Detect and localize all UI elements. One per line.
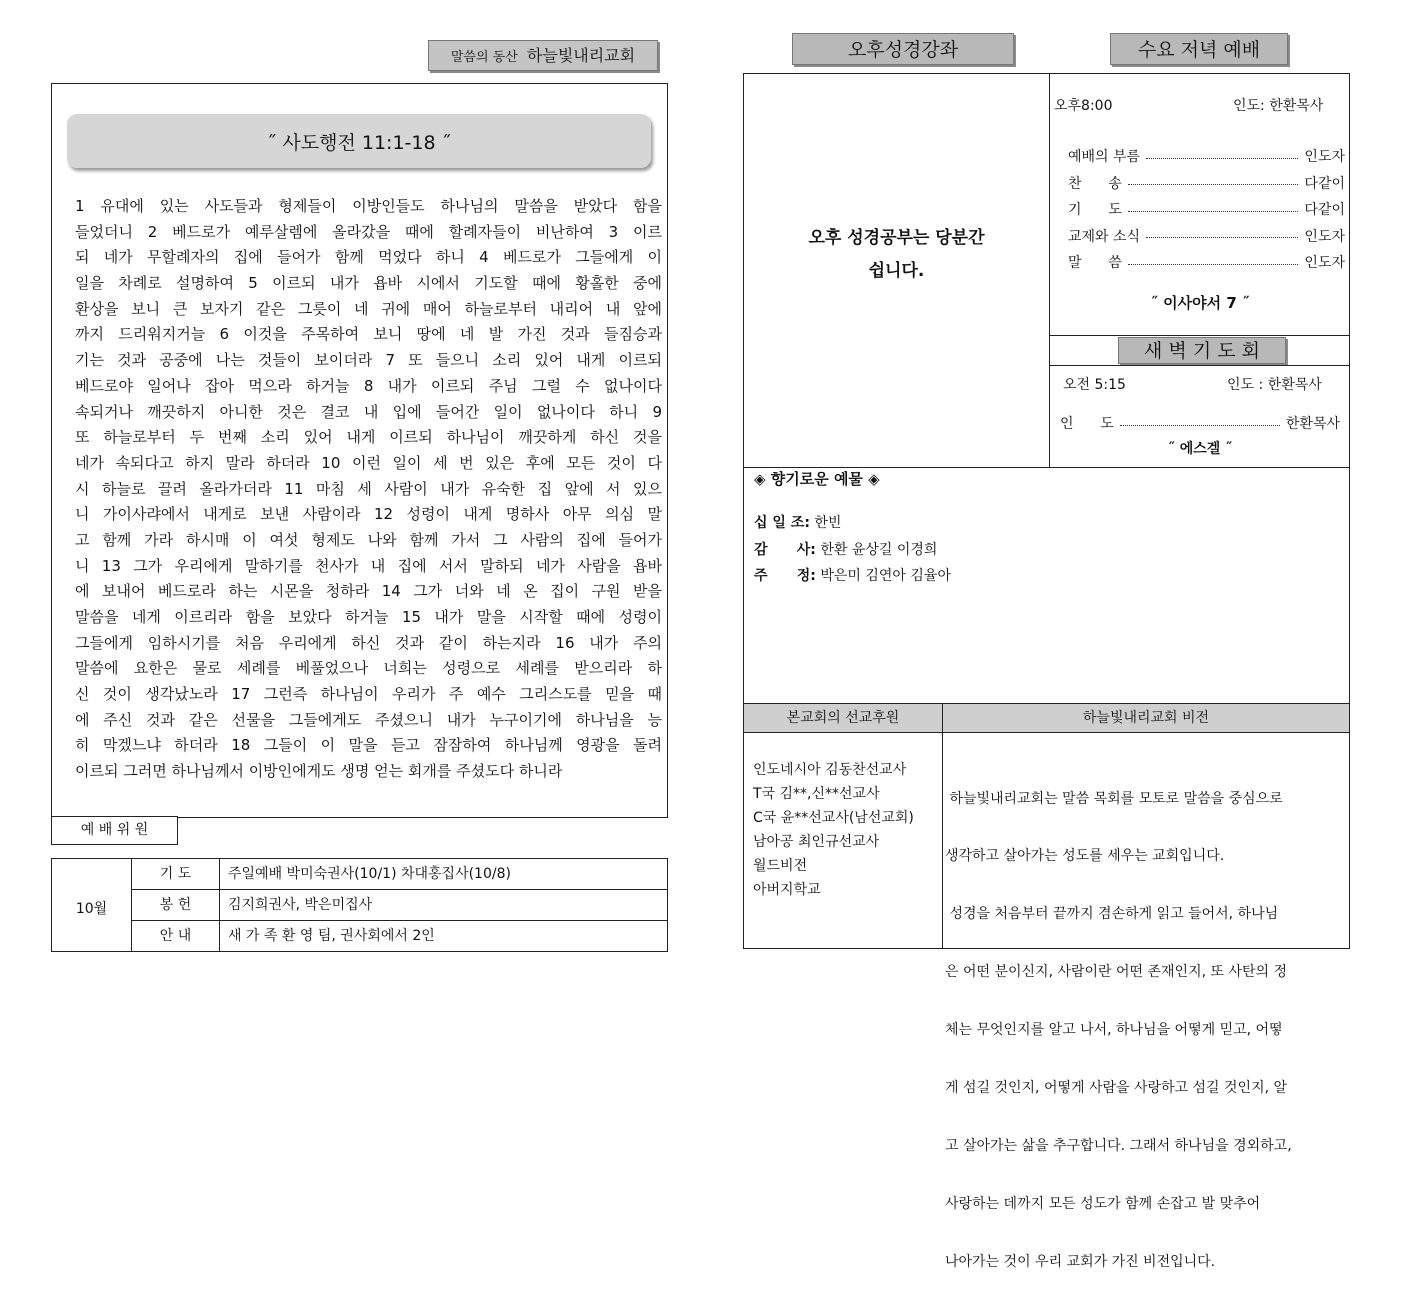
vision-line: 하늘빛내리교회는 말씀 목회를 모토로 말씀을 중심으로: [945, 790, 1283, 807]
duty-row: [132, 859, 667, 890]
scripture-line: 말씀에 요한은 물로 세례를 베풀었으나 너희는 성령으로 세례를 받으리라 하: [75, 659, 662, 678]
leader-dots: [1146, 237, 1298, 238]
mission-item: 남아공 최인규선교사: [753, 834, 880, 850]
scripture-line: 까지 드리워지거늘 6 이것을 주목하여 보니 땅에 네 발 가진 것과 들짐승과: [75, 325, 662, 344]
dawn-prayer-tag: 새 벽 기 도 회: [1118, 337, 1286, 364]
order-item: 예배의 부름: [1068, 149, 1141, 166]
wednesday-service-tag: 수요 저녁 예배: [1110, 33, 1288, 65]
church-name-tag: [428, 40, 658, 71]
order-by: 다같이: [1304, 175, 1345, 192]
wednesday-leader: 인도: 한환목사: [1233, 98, 1324, 114]
duty-table: [51, 858, 668, 952]
scripture-line: 일을 차례로 설명하여 5 이르되 내가 욥바 시에서 기도할 때에 황홀한 중에: [75, 274, 662, 293]
dawn-leader: 인도 : 한환목사: [1227, 377, 1322, 393]
vision-line: 고 살아가는 삶을 추구합니다. 그래서 하나님을 경외하고,: [945, 1137, 1292, 1154]
duty-row: [132, 890, 667, 921]
order-by: 인도자: [1304, 149, 1345, 166]
wednesday-order: [1068, 143, 1345, 276]
dawn-divider: [1049, 365, 1350, 366]
scripture-line: 네가 속되다고 하지 말라 하더라 10 이런 일이 세 번 있은 후에 모든 것이 다: [75, 453, 662, 472]
order-row: [1068, 223, 1345, 250]
leader-dots: [1128, 184, 1299, 185]
mission-item: T국 김**,신**선교사: [753, 786, 880, 802]
vision-line: 체는 무엇인지를 알고 나서, 하나님을 어떻게 믿고, 어떻: [945, 1022, 1283, 1039]
vision-line: 사랑하는 데까지 모든 성도가 함께 손잡고 발 맞추어: [945, 1195, 1261, 1212]
duty-row: [132, 921, 667, 951]
leader-dots: [1128, 211, 1299, 212]
scripture-line: 1 유대에 있는 사도들과 형제들이 이방인들도 하나님의 말씀을 받았다 함을: [75, 197, 662, 215]
duty-month: 10월: [52, 859, 132, 951]
duty-role: 봉 헌: [132, 890, 220, 921]
dawn-text: ˝ 에스겔 ˝: [1167, 441, 1233, 457]
offering-title: ◈ 향기로운 예물 ◈: [754, 470, 880, 488]
duty-names: 새 가 족 환 영 팀, 권사회에서 2인: [228, 928, 435, 944]
order-by: 인도자: [1304, 255, 1345, 272]
afternoon-notice-line: 쉽니다.: [868, 261, 925, 281]
scripture-line: 니 가이사랴에서 내게로 보낸 사람이라 12 성령이 내게 명하사 아무 의심 말: [75, 505, 662, 524]
dawn-by: 한환목사: [1285, 416, 1340, 432]
dawn-divider: [1049, 335, 1350, 336]
duty-role: 안 내: [132, 921, 220, 951]
scripture-line: 이르되 그러면 하나님께서 이방인에게도 생명 얻는 회개를 주셨도다 하니라: [75, 762, 563, 781]
order-row: [1068, 170, 1345, 197]
scripture-line: 속되거나 깨끗하지 아니한 것은 결코 내 입에 들어간 일이 없나이다 하니 9: [75, 402, 662, 421]
order-item: 교제와 소식: [1068, 228, 1141, 245]
scripture-line: 기는 것과 공중에 나는 것들이 보이더라 7 또 들으니 소리 있어 내게 이르되: [75, 351, 662, 370]
dawn-row: [1060, 413, 1340, 433]
vision-line: 나아가는 것이 우리 교회가 가진 비전입니다.: [945, 1253, 1216, 1270]
mission-list: [753, 758, 914, 902]
mission-item: 인도네시아 김동찬선교사: [753, 762, 907, 778]
offering-label: 십 일 조:: [754, 515, 810, 531]
afternoon-notice-line: 오후 성경공부는 당분간: [808, 228, 985, 248]
scripture-line: 고 함께 가라 하시매 이 여섯 형제도 나와 함께 가서 그 사람의 집에 들어가: [75, 530, 662, 549]
afternoon-class-tag: 오후성경강좌: [792, 33, 1014, 65]
duty-names: 김지희권사, 박은미집사: [228, 897, 373, 913]
vertical-divider: [1049, 73, 1050, 468]
scripture-line: 베드로야 일어나 잡아 먹으라 하거늘 8 내가 이르되 주님 그럴 수 없나이다: [75, 376, 662, 395]
mission-header: 본교회의 선교후원: [744, 704, 942, 733]
scripture-line: 에 주신 것과 같은 선물을 그들에게도 주셨으니 내가 누구이기에 하나님을 능: [75, 710, 662, 729]
scripture-line: 니 13 그가 우리에게 말하기를 천사가 내 집에 서서 말하되 네가 사람을 욥바: [75, 556, 662, 575]
scripture-line: 들었더니 2 베드로가 예루살렘에 올라갔을 때에 할례자들이 비난하여 3 이르: [75, 222, 662, 241]
duty-names: 주일예배 박미숙권사(10/1) 차대홍집사(10/8): [228, 866, 511, 882]
scripture-line: 환상을 보니 큰 보자기 같은 그릇이 네 귀에 매어 하늘로부터 내리어 내 앞에: [75, 299, 662, 318]
order-by: 인도자: [1304, 228, 1345, 245]
scripture-line: 그들에게 임하시기를 처음 우리에게 하신 것과 같이 하는지라 16 내가 주의: [75, 633, 662, 652]
scripture-line: 또 하늘로부터 두 번째 소리 있어 내게 이르되 하나님이 깨끗하게 하신 것을: [75, 428, 662, 447]
leader-dots: [1120, 425, 1280, 426]
offering-row: [754, 512, 951, 539]
mission-item: C국 윤**선교사(남선교회): [753, 810, 914, 826]
vision-line: 게 섬길 것인지, 어떻게 사람을 사랑하고 섬길 것인지, 알: [945, 1080, 1288, 1097]
leader-dots: [1128, 264, 1299, 265]
offering-row: [754, 565, 951, 592]
offering-label: 주 정:: [754, 568, 816, 584]
order-item: 기 도: [1068, 202, 1122, 219]
mission-item: 월드비전: [753, 858, 808, 874]
vision-line: 성경을 처음부터 끝까지 겸손하게 읽고 들어서, 하나님: [945, 906, 1279, 923]
order-row: [1068, 249, 1345, 276]
offering-names: 한빈: [814, 515, 842, 531]
leader-dots: [1146, 158, 1298, 159]
scripture-line: 말씀을 네게 이르리라 함을 보았다 하거늘 15 내가 말을 시작할 때에 성령이: [75, 608, 662, 626]
order-row: [1068, 143, 1345, 170]
scripture-line: 신 것이 생각났노라 17 그런즉 하나님이 우리가 주 예수 그리스도를 믿을 때: [75, 685, 662, 704]
wednesday-time: 오후8:00: [1054, 98, 1113, 114]
offering-label: 감 사:: [754, 541, 816, 558]
scripture-text: [75, 194, 662, 785]
order-row: [1068, 196, 1345, 223]
committee-label: 예 배 위 원: [51, 816, 178, 845]
wednesday-text: ˝ 이사야서 7 ˝: [1150, 294, 1250, 312]
church-motto: 말씀의 동산: [450, 50, 518, 65]
scripture-title: ˝ 사도행전 11:1-18 ˝: [266, 132, 452, 154]
dawn-time: 오전 5:15: [1063, 377, 1126, 393]
church-name: 하늘빛내리교회: [526, 46, 636, 65]
offering-names: 박은미 김연아 김율아: [820, 568, 951, 584]
vision-text: [945, 751, 1345, 1291]
dawn-item: 인 도: [1060, 416, 1114, 432]
vision-header: 하늘빛내리교회 비전: [943, 704, 1349, 733]
table-col-divider: [942, 703, 943, 949]
order-item: 말 씀: [1068, 255, 1122, 272]
mission-item: 아버지학교: [753, 882, 821, 898]
offering-list: [754, 512, 951, 592]
vision-line: 생각하고 살아가는 성도를 세우는 교회입니다.: [945, 848, 1225, 865]
afternoon-notice: [744, 222, 1049, 288]
order-item: 찬 송: [1068, 175, 1122, 192]
vision-line: 은 어떤 분이신지, 사람이란 어떤 존재인지, 또 사탄의 정: [945, 964, 1288, 981]
scripture-line: 에 보내어 베드로라 하는 시몬을 청하라 14 그가 너와 네 온 집이 구원 받을: [75, 582, 662, 601]
order-by: 다같이: [1304, 202, 1345, 219]
scripture-line: 히 막겠느냐 하더라 18 그들이 이 말을 듣고 잠잠하여 하나님께 영광을 돌려: [75, 736, 662, 755]
offering-row: [754, 539, 951, 566]
scripture-line: 시 하늘로 끌려 올라가더라 11 마침 세 사람이 내가 유숙한 집 앞에 서 있으: [75, 479, 662, 498]
duty-role: 기 도: [132, 859, 220, 890]
scripture-line: 되 네가 무할례자의 집에 들어가 함께 먹었다 하니 4 베드로가 그들에게 이: [75, 248, 662, 267]
offering-names: 한환 윤상길 이경희: [820, 541, 938, 558]
